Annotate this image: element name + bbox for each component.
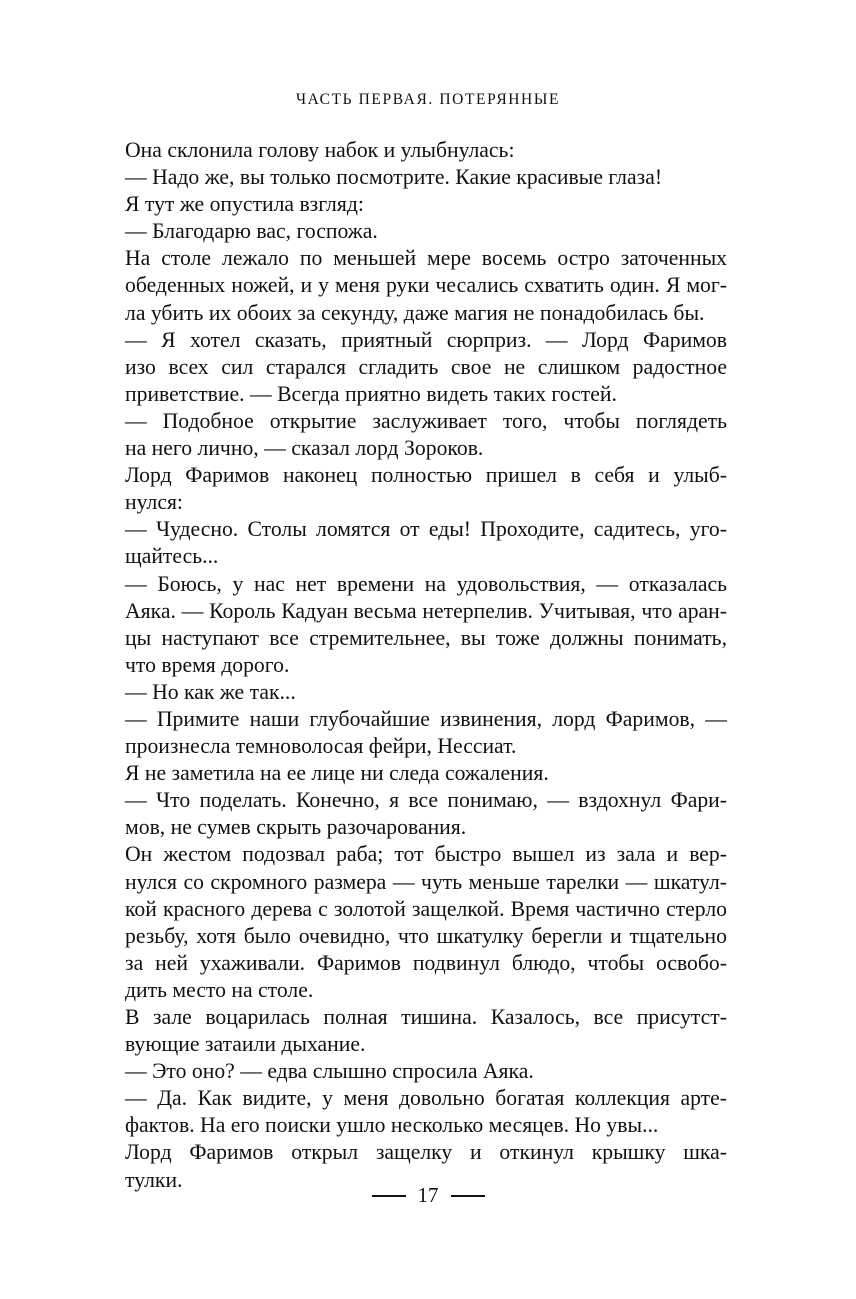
paragraph: [125, 841, 727, 1004]
text-line: вующие затаили дыхание.: [125, 1032, 366, 1057]
paragraph: [125, 760, 727, 787]
text-line: за ней ухаживали. Фаримов подвинул блюдо, чтобы освобо-: [125, 950, 727, 975]
text-line: — Чудесно. Столы ломятся от еды! Проходите, садитесь, уго-: [125, 517, 727, 542]
paragraph: [125, 191, 727, 218]
text-line: — Подобное открытие заслуживает того, чтобы поглядеть: [125, 408, 727, 433]
paragraph: [125, 571, 727, 679]
text-line: на него лично, — сказал лорд Зороков.: [125, 436, 484, 461]
text-line: резьбу, хотя было очевидно, что шкатулку берегли и тщательно: [125, 923, 727, 948]
text-line: ла убить их обоих за секунду, даже магия не понадобилась бы.: [125, 300, 705, 325]
text-line: Он жестом подозвал раба; тот быстро вышел из зала и вер-: [125, 842, 727, 867]
text-line: — Боюсь, у нас нет времени на удовольствия, — отказалась: [125, 571, 727, 596]
text-line: дить место на столе.: [125, 977, 314, 1002]
paragraph: [125, 1085, 727, 1139]
text-line: Я не заметила на ее лице ни следа сожаления.: [125, 761, 549, 786]
text-line: кой красного дерева с золотой защелкой. Время частично стерло: [125, 896, 727, 921]
text-line: тулки.: [125, 1167, 183, 1192]
text-line: произнесла темноволосая фейри, Нессиат.: [125, 734, 517, 759]
folio-rule-left: [372, 1195, 406, 1197]
text-line: нулся со скромного размера — чуть меньше тарелки — шкатул-: [125, 869, 727, 894]
text-line: Она склонила голову набок и улыбнулась:: [125, 138, 515, 162]
text-line: Лорд Фаримов открыл защелку и откинул крышку шка-: [125, 1140, 727, 1165]
text-line: изо всех сил старался сгладить свое не слишком радостное: [125, 354, 727, 379]
text-line: — Это оно? — едва слышно спросила Аяка.: [125, 1059, 534, 1084]
text-line: цы наступают все стремительнее, вы тоже должны понимать,: [125, 625, 727, 650]
paragraph: [125, 408, 727, 462]
text-line: — Примите наши глубочайшие извинения, лорд Фаримов, —: [125, 706, 727, 731]
text-line: — Что поделать. Конечно, я все понимаю, — вздохнул Фари-: [125, 788, 727, 813]
text-line: На столе лежало по меньшей мере восемь остро заточенных: [125, 246, 727, 271]
paragraph: [125, 137, 727, 164]
paragraph: [125, 706, 727, 760]
page-number-footer: [0, 1182, 856, 1208]
text-line: Лорд Фаримов наконец полностью пришел в себя и улыб-: [125, 463, 727, 488]
paragraph: [125, 679, 727, 706]
paragraph: [125, 218, 727, 245]
paragraph: [125, 516, 727, 570]
paragraph: [125, 787, 727, 841]
page-number: 17: [417, 1183, 439, 1207]
text-line: приветствие. — Всегда приятно видеть таких гостей.: [125, 381, 617, 406]
text-line: нулся:: [125, 490, 183, 515]
text-line: щайтесь...: [125, 544, 219, 569]
text-line: — Надо же, вы только посмотрите. Какие красивые глаза!: [125, 165, 663, 190]
body-text: [125, 137, 727, 1194]
text-line: — Но как же так...: [125, 679, 296, 704]
text-line: фактов. На его поиски ушло несколько месяцев. Но увы...: [125, 1113, 659, 1138]
text-line: — Благодарю вас, госпожа.: [125, 219, 378, 244]
text-line: — Я хотел сказать, приятный сюрприз. — Лорд Фаримов: [125, 327, 727, 352]
paragraph: [125, 1058, 727, 1085]
text-line: что время дорого.: [125, 652, 290, 677]
paragraph: [125, 245, 727, 326]
running-head: ЧАСТЬ ПЕРВАЯ. ПОТЕРЯННЫЕ: [295, 91, 561, 108]
text-line: — Да. Как видите, у меня довольно богатая коллекция арте-: [125, 1086, 727, 1111]
text-line: Я тут же опустила взгляд:: [125, 192, 364, 217]
paragraph: [125, 462, 727, 516]
text-line: обеденных ножей, и у меня руки чесались схватить один. Я мог-: [125, 273, 727, 298]
folio-rule-right: [451, 1195, 485, 1197]
paragraph: [125, 327, 727, 408]
text-line: Аяка. — Король Кадуан весьма нетерпелив. Учитывая, что аран-: [125, 598, 727, 623]
paragraph: [125, 164, 727, 191]
text-line: В зале воцарилась полная тишина. Казалось, все присутст-: [125, 1005, 727, 1029]
text-line: мов, не сумев скрыть разочарования.: [125, 815, 467, 840]
paragraph: [125, 1004, 727, 1058]
